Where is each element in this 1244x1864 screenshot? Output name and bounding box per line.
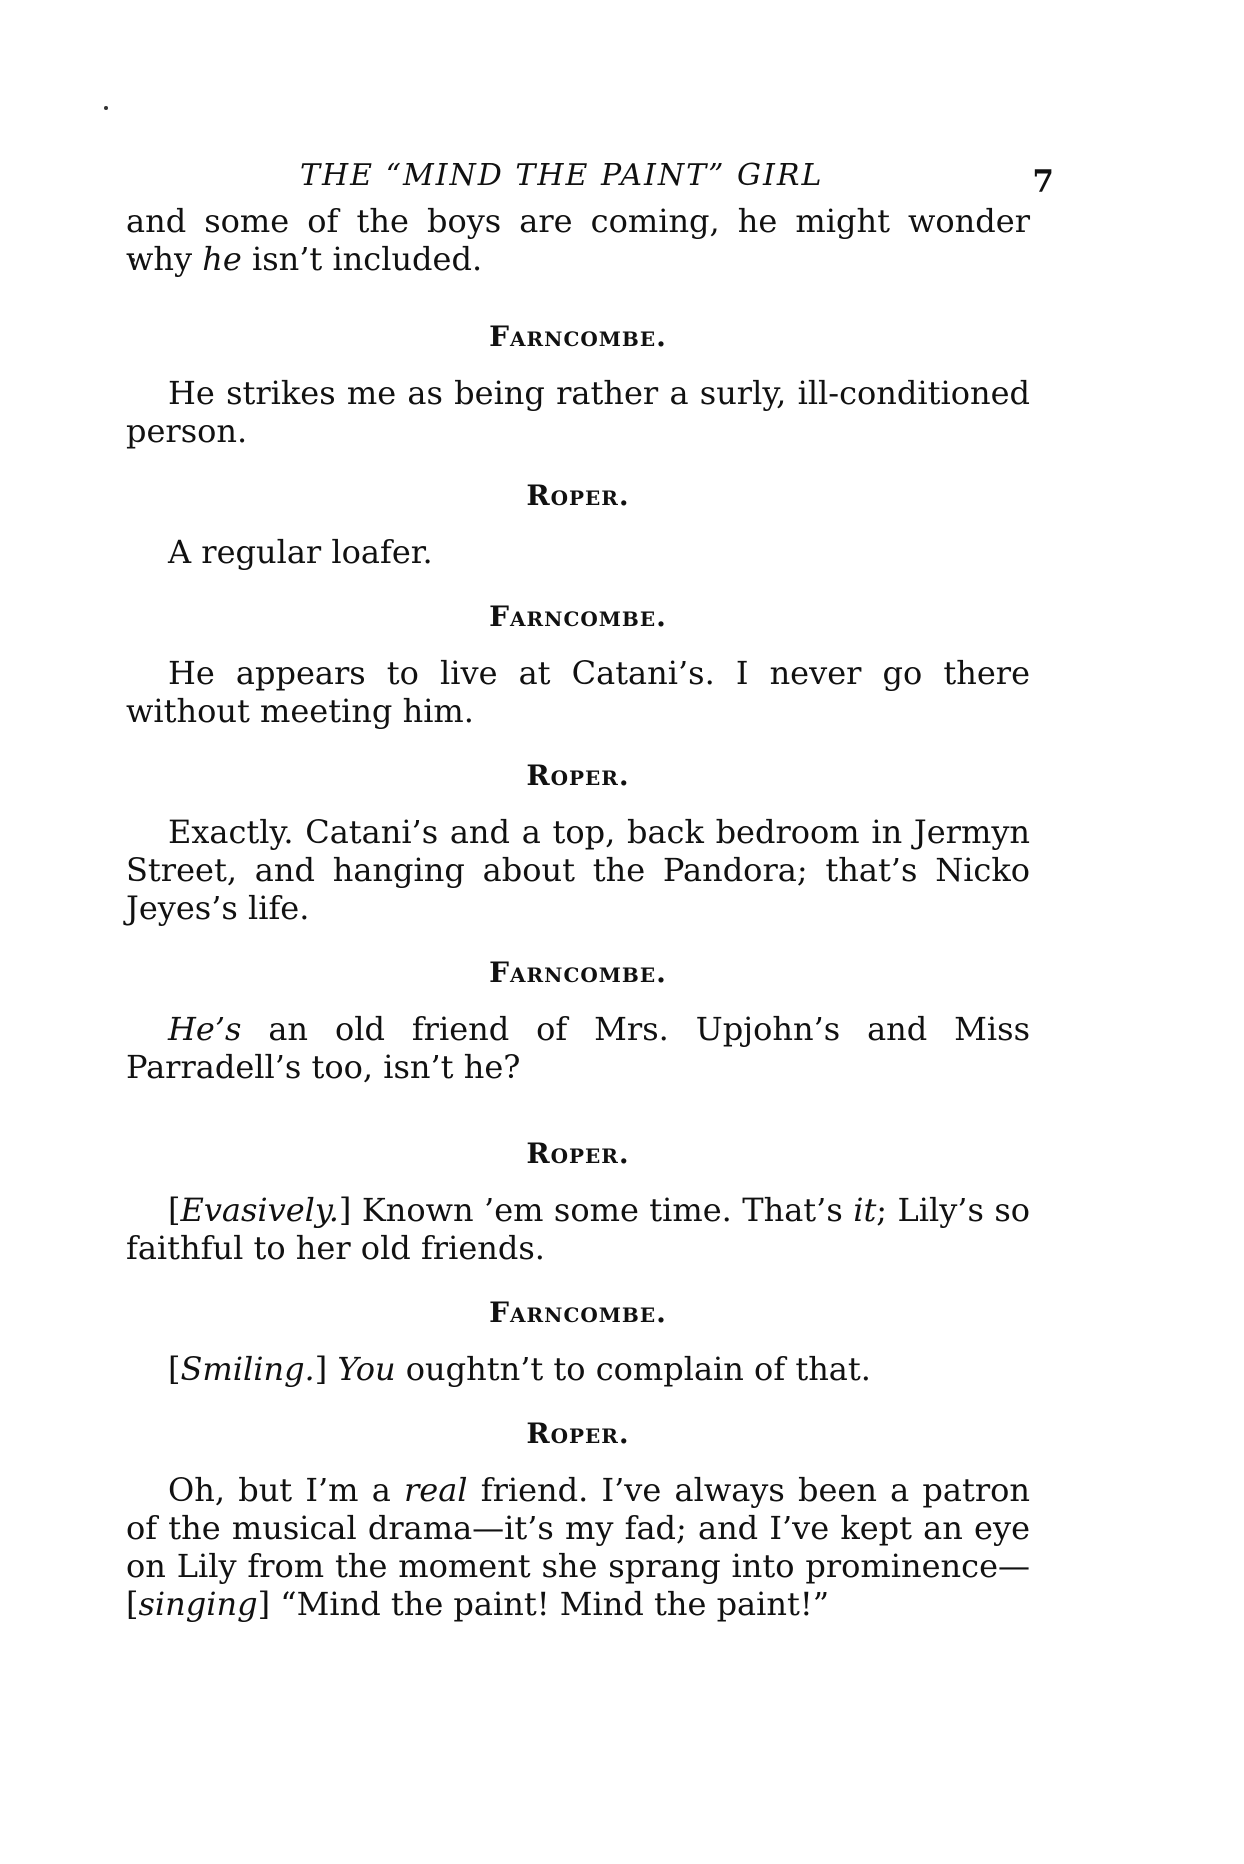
speech-text-end: ; Lily’s so faithful to her old friends. [126,1191,1031,1267]
speaker-name: Farncombe. [489,320,667,353]
speaker-name: Roper. [526,1417,630,1450]
speech-line [126,1010,1030,1086]
speaker-name: Roper. [526,1137,630,1170]
emphasis: it [853,1191,877,1229]
opening-speech [126,202,1030,278]
speech-text: Oh, but I’m a [168,1471,404,1509]
emphasis: He’s [168,1010,242,1048]
speaker-name: Farncombe. [489,600,667,633]
ink-speck [104,106,108,110]
speaker-name: Roper. [526,479,630,512]
page-number: 7 [1032,164,1054,200]
speech-text-middle: friend. I’ve always been a patron of the musical drama—it’s my fad; and I’ve kept an eye on Lily from the moment she sprang into prominence— [126,1471,1031,1585]
speech-line: A regular loafer. [168,533,433,571]
emphasis: You [327,1350,396,1388]
opening-text: and some of the boys are coming, he might wonder why [126,202,1030,278]
speech-line: [Evasively.] Known ’em some time. That’s it; Lily’s so faithful to her old friends. [126,1191,1031,1267]
speaker-name: Farncombe. [489,1296,667,1329]
speaker-name: Roper. [526,759,630,792]
opening-emphasis: he [202,240,242,278]
stage-direction: Evasively. [180,1191,339,1229]
stage-direction: singing [138,1585,258,1623]
page-text [126,202,1030,1650]
speech-line: He strikes me as being rather a surly, ill-conditioned person. [126,374,1030,450]
speech-line: [Smiling.] You oughtn’t to complain of that. [168,1350,871,1388]
speech-line: Exactly. Catani’s and a top, back bedroom in Jermyn Street, and hanging about the Pandora; that’s Nicko Jeyes’s life. [126,813,1030,927]
speaker-name: Farncombe. [489,956,667,989]
stage-direction: Smiling. [180,1350,315,1388]
running-title: THE “MIND THE PAINT” GIRL [300,158,824,193]
speech-text: oughtn’t to complain of that. [395,1350,871,1388]
speech-line: Oh, but I’m a real friend. I’ve always been a patron of the musical drama—it’s my fad; and I’ve kept an eye on Lily from the moment she sprang into prominence—[singing] “Mind the paint! Mind the paint!” [126,1471,1031,1623]
speech-text: an old friend of Mrs. Upjohn’s and Miss Parradell’s too, isn’t he? [126,1010,1030,1086]
spacer [126,1113,1030,1135]
emphasis: real [403,1471,468,1509]
page-header [120,158,1054,198]
speech-line: He appears to live at Catani’s. I never go there without meeting him. [126,654,1030,730]
speech-text: Known ’em some time. That’s [351,1191,854,1229]
opening-text-end: isn’t included. [241,240,483,278]
speech-text-end: “Mind the paint! Mind the paint!” [270,1585,830,1623]
